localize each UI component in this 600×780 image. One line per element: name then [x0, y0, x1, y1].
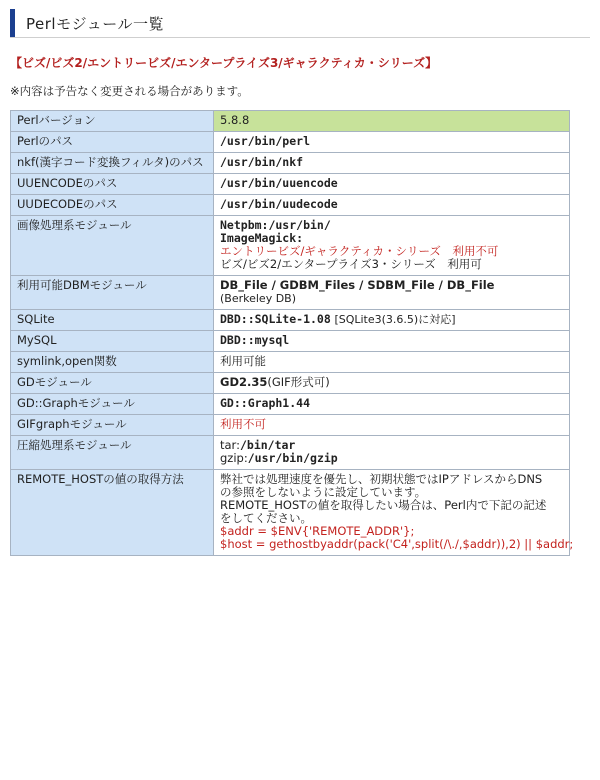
table-row — [11, 373, 570, 394]
table-row — [11, 276, 570, 310]
nkf-path-value: /usr/bin/nkf — [220, 155, 304, 169]
gifgraph-value: 利用不可 — [214, 415, 570, 436]
tar-prefix: tar: — [220, 438, 240, 452]
series-heading: 【ビズ/ビズ2/エントリービズ/エンタープライズ3/ギャラクティカ・シリーズ】 — [10, 56, 438, 70]
row-label: 圧縮処理系モジュール — [11, 436, 214, 470]
remote-host-text-4: をしてください。 — [220, 511, 312, 525]
gzip-prefix: gzip: — [220, 451, 248, 465]
remote-host-code-2: $host = gethostbyaddr(pack('C4',split(/\./,$addr)),2) || $addr; — [220, 537, 574, 551]
row-label: 画像処理系モジュール — [11, 216, 214, 276]
dbm-module-list: DB_File / GDBM_Files / SDBM_File / DB_File — [220, 278, 495, 292]
table-row — [11, 153, 570, 174]
table-row — [11, 436, 570, 470]
table-row — [11, 111, 570, 132]
imagemagick-label: ImageMagick: — [220, 231, 304, 245]
row-label: GDモジュール — [11, 373, 214, 394]
table-row — [11, 331, 570, 352]
row-label: GD::Graphモジュール — [11, 394, 214, 415]
row-label: SQLite — [11, 310, 214, 331]
mysql-module: DBD::mysql — [220, 333, 290, 347]
page-title: Perlモジュール一覧 — [26, 15, 164, 33]
table-row — [11, 352, 570, 373]
row-label: REMOTE_HOSTの値の取得方法 — [11, 470, 214, 556]
uuencode-path-value: /usr/bin/uuencode — [220, 176, 338, 190]
dbm-modules-value — [214, 276, 570, 310]
table-row — [11, 394, 570, 415]
remote-host-text-2: の参照をしないように設定しています。 — [220, 485, 427, 499]
imagemagick-available-note: ビズ/ビズ2/エンタープライズ3・シリーズ 利用可 — [220, 257, 482, 271]
table-row — [11, 216, 570, 276]
symlink-value: 利用可能 — [214, 352, 570, 373]
row-label: 利用可能DBMモジュール — [11, 276, 214, 310]
remote-host-code-1: $addr = $ENV{'REMOTE_ADDR'}; — [220, 524, 415, 538]
image-modules-value — [214, 216, 570, 276]
remote-host-text-3: REMOTE_HOSTの値を取得したい場合は、Perl内で下記の記述 — [220, 498, 547, 512]
gzip-path: /usr/bin/gzip — [247, 451, 338, 465]
row-label: MySQL — [11, 331, 214, 352]
netpbm-path: Netpbm:/usr/bin/ — [220, 218, 331, 232]
tar-path: /bin/tar — [239, 438, 296, 452]
perl-path-value: /usr/bin/perl — [220, 134, 311, 148]
table-row — [11, 310, 570, 331]
gd-version: GD2.35 — [220, 375, 268, 389]
row-label: symlink,open関数 — [11, 352, 214, 373]
title-accent-bar — [10, 9, 15, 37]
gd-note: (GIF形式可) — [267, 375, 330, 389]
row-label: GIFgraphモジュール — [11, 415, 214, 436]
table-row — [11, 470, 570, 556]
gd-graph-version: GD::Graph1.44 — [220, 396, 311, 410]
table-row — [11, 174, 570, 195]
remote-host-value — [214, 470, 574, 556]
page-header — [10, 9, 590, 38]
row-label: nkf(漢字コード変換フィルタ)のパス — [11, 153, 214, 174]
disclaimer-note: ※内容は予告なく変更される場合があります。 — [10, 84, 249, 98]
gd-value — [214, 373, 570, 394]
perl-version-value: 5.8.8 — [214, 111, 570, 132]
imagemagick-unavailable-note: エントリービズ/ギャラクティカ・シリーズ 利用不可 — [220, 244, 499, 258]
dbm-module-note: (Berkeley DB) — [220, 292, 297, 305]
row-label: UUENCODEのパス — [11, 174, 214, 195]
table-row — [11, 132, 570, 153]
compression-value — [214, 436, 570, 470]
remote-host-text-1: 弊社では処理速度を優先し、初期状態ではIPアドレスからDNS — [220, 472, 543, 486]
sqlite-value — [214, 310, 570, 331]
module-table — [10, 110, 574, 556]
row-label: Perlのパス — [11, 132, 214, 153]
row-label: UUDECODEのパス — [11, 195, 214, 216]
sqlite-module: DBD::SQLite-1.08 — [220, 312, 331, 326]
row-label: Perlバージョン — [11, 111, 214, 132]
table-row — [11, 415, 570, 436]
uudecode-path-value: /usr/bin/uudecode — [220, 197, 338, 211]
table-row — [11, 195, 570, 216]
sqlite-version-note: [SQLite3(3.6.5)に対応] — [334, 313, 456, 326]
